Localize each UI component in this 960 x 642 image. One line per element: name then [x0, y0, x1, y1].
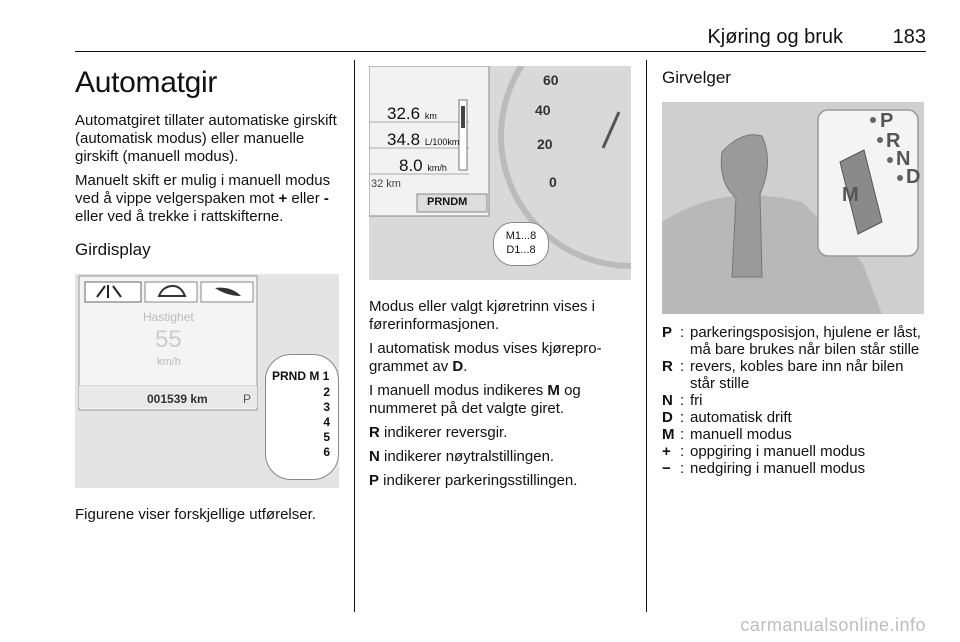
gear-callout-header: PRND M 1: [272, 369, 330, 383]
gear-selector-figure: [662, 102, 924, 314]
mode-paragraph: Modus eller valgt kjøretrinn vises i førerinformasjonen.: [369, 298, 595, 333]
watermark-link[interactable]: carmanualsonline.info: [740, 615, 926, 635]
page-number: 183: [892, 26, 926, 48]
manual-shift-paragraph: Manuelt skift er mulig i manuell modus ved å vippe velgerspaken mot + eller - eller ved å trekke i rattskifterne.: [75, 172, 331, 225]
gear-number: 6: [323, 445, 330, 459]
tick-20: 20: [537, 136, 553, 152]
gear-display-figure: [75, 274, 339, 488]
girdisplay-heading: Girdisplay: [75, 240, 151, 259]
speed-value: 55: [155, 326, 182, 353]
gear-definitions: P : parkeringsposisjon, hjulene er låst, må bare brukes når bilen står stille R : revers, kobles bare inn når bilen står stille N : fri D : automatisk drift M : manuell modus + : oppgiring i manuell modus − : nedgiring i manuell modus: [662, 324, 921, 477]
gear-p-indicator: P: [243, 392, 252, 406]
tick-60: 60: [543, 72, 559, 88]
column-divider-1: [354, 60, 355, 612]
speed-unit: km/h: [157, 356, 181, 368]
trip-value-3: 8.0 km/h: [399, 156, 447, 175]
gear-range-callout: M1...8 D1...8: [493, 222, 549, 266]
prndm-indicator: PRNDM: [427, 196, 468, 208]
speed-needle: [603, 112, 619, 148]
page-header: [707, 26, 926, 49]
gear-number: 4: [323, 415, 330, 429]
section-title: Kjøring og bruk: [707, 26, 844, 48]
letter-m: M: [842, 184, 859, 206]
figure-caption: Figurene viser forskjellige utførelser.: [75, 506, 316, 523]
intro-paragraph: Automatgiret tillater automatiske girskift (automatisk modus) eller manuelle girskift (manuell modus).: [75, 112, 337, 165]
letter-p: P: [880, 110, 894, 132]
gear-lever-illustration: [662, 102, 924, 314]
column-divider-2: [646, 60, 647, 612]
header-rule: [75, 51, 926, 52]
trip-distance: 32 km: [371, 178, 401, 190]
trip-value-2: 34.8 L/100km: [387, 130, 460, 149]
cluster-figure: [369, 66, 631, 280]
column-1: [75, 60, 343, 530]
speed-label: Hastighet: [143, 310, 194, 324]
auto-mode-paragraph: I automatisk modus vises kjøreprogrammet av D.: [369, 340, 602, 375]
reverse-paragraph: R indikerer reversgir.: [369, 424, 508, 441]
gear-list: [323, 385, 330, 460]
trip-value-1: 32.6 km: [387, 104, 437, 123]
odometer-value: 001539 km: [147, 392, 208, 406]
gear-number: 5: [323, 430, 330, 444]
column-3: [662, 60, 927, 477]
gear-number: 2: [323, 385, 330, 399]
gear-number: 3: [323, 400, 330, 414]
neutral-paragraph: N indikerer nøytralstillingen.: [369, 448, 555, 465]
letter-r: R: [886, 130, 901, 152]
girvelger-heading: Girvelger: [662, 68, 731, 87]
page-title: Automatgir: [75, 66, 218, 99]
gear-callout: [265, 354, 339, 480]
letter-d: D: [906, 166, 921, 188]
park-paragraph: P indikerer parkeringsstillingen.: [369, 472, 578, 489]
column-2: [369, 60, 631, 496]
tick-0: 0: [549, 174, 557, 190]
manual-mode-paragraph: I manuell modus indikeres M og nummeret på det valgte giret.: [369, 382, 581, 417]
letter-n: N: [896, 148, 911, 170]
tick-40: 40: [535, 102, 551, 118]
